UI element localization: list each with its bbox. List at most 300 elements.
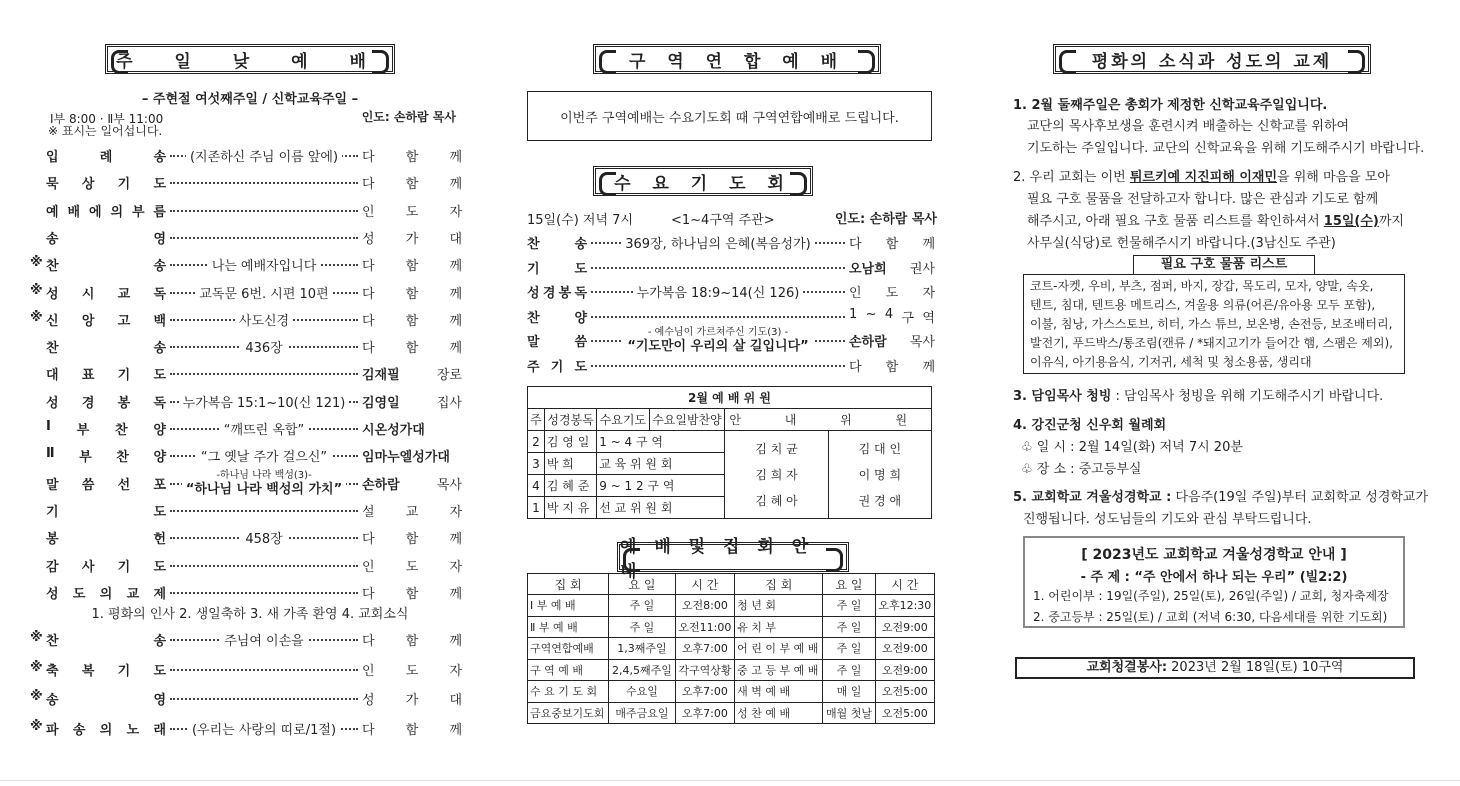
usher-name: 김 치 균 [755,441,798,456]
relief-line: 텐트, 침대, 텐트용 메트리스, 겨울용 의류(어른/유아용 모두 포함), [1030,298,1376,312]
order-content [170,255,358,274]
schedule-cell: 1,3째주일 [609,638,675,660]
order-person-part: 인 [362,204,375,220]
order-label-char: 례 [99,150,113,165]
order-person-part: 다 [362,586,375,602]
order-row [527,258,939,278]
order-person-part: 께 [449,634,462,649]
schedule-cell: 매 일 [823,681,875,703]
order-person-part: 함 [885,237,899,252]
order-row [527,282,939,302]
order-label-char: 찬 [46,259,59,275]
order-label-char: 교 [126,586,140,602]
news-item-2-line4: 사무실(식당)로 헌물해주시기 바랍니다.(3남신도 주관) [1027,236,1336,251]
order-person-part: 께 [449,286,462,302]
order-row [30,337,470,357]
order-row [30,689,470,709]
schedule-cell: 주 일 [823,659,875,681]
order-row [30,146,470,166]
schedule-cell: Ⅰ 부 예 배 [528,595,609,617]
stand-mark: ※ [30,689,43,704]
order-person [362,689,462,708]
order-row [30,283,470,303]
item3-head: 3. 담임목사 청빙 [1013,389,1112,404]
order-label [46,173,166,192]
wed-host: <1~4구역 주관> [671,213,775,228]
schedule-cell: 매주금요일 [609,702,675,724]
order-label [527,282,587,301]
order-person-part: 임마누엘성가대 [362,450,450,466]
order-person-part: 다 [362,286,375,302]
order-content [170,419,358,438]
clover-icon: ♧ [1021,440,1037,455]
order-label-char: 도 [72,586,86,602]
order-person [362,310,462,329]
order-person-part: 대 [449,231,462,247]
schedule-cell: 오전5:00 [875,702,934,724]
district-notice-text: 이번주 구역예배는 수요기도회 때 구역연합예배로 드립니다. [560,110,899,126]
order-label [46,583,166,602]
order-person [362,173,462,192]
order-label-char: 도 [153,559,166,575]
order-content [591,233,845,252]
order-person-part: ~ [865,306,877,322]
order-person-part: 권사 [909,261,935,277]
winter-school-children: 1. 어린이부 : 19일(주일), 25일(토), 26일(주일) / 교회, 청자축제장 [1033,589,1389,603]
order-label-char: 봉 [117,395,131,411]
order-label-char: 독 [153,286,166,302]
schedule-row [528,681,935,703]
order-person [849,258,935,277]
schedule-cell: 금요중보기도회 [528,702,609,724]
order-label-char: 씀 [574,335,587,350]
item2-deadline: 15일(수) [1323,214,1379,229]
order-person [362,556,462,575]
order-person-part: 도 [885,286,899,301]
order-label-char: 기 [550,359,564,375]
order-person-part: 께 [449,177,462,193]
order-person-part: 다 [362,177,375,193]
order-row [30,501,470,521]
item2-l3-c: 까지 [1378,214,1404,229]
duty-cell-n: 3 [528,453,545,475]
order-content-text: (지존하신 주님 이름 앞에) [186,150,342,165]
order-label-char: 름 [153,204,166,220]
schedule-row [528,659,935,681]
order-label-char: 송 [153,259,166,275]
duty-header: 성경봉독 [544,409,596,431]
relief-list-box [1023,274,1405,374]
order-content [170,283,358,302]
meeting-schedule-table [527,573,935,724]
order-label-char: 신 [46,313,59,329]
order-label-char: 송 [153,341,166,357]
order-label-char: 씀 [81,477,95,493]
order-label-char: 시 [81,286,95,302]
usher-name: 권 경 애 [858,493,902,508]
schedule-title [617,537,849,582]
cleaning-label: 교회청결봉사: [1086,660,1168,675]
dot-leader [591,258,845,269]
order-label-char: 의 [99,722,113,738]
stand-mark: ※ [30,659,43,675]
news-item-3 [1013,385,1383,404]
order-person [362,446,462,465]
order-label-char: 성 [46,395,59,411]
sunday-worship-title-text: 주 일 낮 예 배 [116,51,384,72]
schedule-header: 집 회 [528,574,609,595]
order-person-part: 인 [849,286,862,301]
order-label [30,659,166,679]
stand-mark: ※ [30,255,43,271]
news-item-5-line1 [1013,486,1428,505]
order-person-part: 1 [849,306,858,322]
schedule-header: 집 회 [735,574,823,595]
item2-highlight: 튀르키예 지진피해 이재민 [1129,170,1278,185]
order-person-part: 함 [405,259,419,275]
order-label-char: 입 [46,150,59,165]
schedule-cell: 수요일 [609,681,675,703]
news-item-2-line3 [1027,210,1404,229]
order-label-char: 독 [574,286,587,301]
worship-leader: 인도: 손하람 목사 [361,110,456,124]
order-person [849,282,935,301]
order-label-char: 송 [72,722,86,738]
schedule-row [528,638,935,660]
order-label-char: 찬 [46,341,59,357]
order-content [170,392,358,411]
order-label-char: 노 [126,722,140,738]
relief-list-lines [1030,277,1398,372]
order-label-char: 송 [46,231,59,247]
order-content-small: - 예수님이 가르쳐주신 기도(3) - [647,327,789,338]
order-person-part: 손하람 [849,335,887,350]
order-person [362,528,462,547]
order-row [30,173,470,193]
schedule-cell: 청 년 회 [735,595,823,617]
order-person-part: 목사 [436,477,462,493]
winter-school-theme: - 주 제 : “주 안에서 하나 되는 우리” (빌2:2) [1080,570,1348,585]
stand-mark: ※ [30,282,43,298]
order-label [46,201,166,220]
order-person-part: 역 [922,310,935,326]
order-label-char: 주 [527,359,540,375]
order-person-part: 김재필 [362,368,400,384]
order-label-char: 도 [574,359,587,375]
duty-cell-reader: 김 영 일 [544,431,596,453]
order-person-part: 손하람 [362,477,400,493]
order-person-part: 시온성가대 [362,423,425,438]
order-label [46,528,166,547]
order-person-part: 함 [405,722,419,738]
order-label-char: 성 [46,286,59,302]
schedule-cell: 수 요 기 도 회 [528,681,609,703]
schedule-cell: 오전8:00 [675,595,735,617]
order-label [46,556,166,575]
order-person-part: 다 [362,259,375,275]
order-row [30,310,470,330]
order-person [362,630,462,649]
dot-leader [170,501,358,512]
order-person-part: 다 [362,532,375,548]
order-content-text: “하나님 나라 백성의 가치” [182,482,346,497]
order-label [527,233,587,252]
order-person-part: 자 [449,204,462,220]
order-row [30,660,470,680]
order-person-part: 자 [449,663,462,679]
news-item-2-line2: 필요 구호 물품을 전달하고자 합니다. 많은 관심과 기도로 함께 [1027,192,1379,207]
item3-rest: : 담임목사 청빙을 위해 기도해주시기 바랍니다. [1111,389,1384,404]
order-label [527,356,587,375]
winter-school-youth: 2. 중고등부 : 25일(토) / 교회 (저녁 6:30, 다음세대를 위한 기도회) [1033,610,1388,624]
item5-rest: 다음주(19일 주일)부터 교회학교 성경학교가 [1171,490,1429,505]
district-worship-title-text: 구 역 연 합 예 배 [628,51,846,72]
news-item-2-line1 [1013,166,1390,185]
order-label-char: 포 [153,477,166,493]
order-person [362,283,462,302]
order-person-part: 가 [405,693,419,708]
dot-leader [170,660,358,671]
duty-cell-n: 4 [528,475,545,497]
order-label-char: 감 [46,559,59,575]
order-label-char: 양 [153,423,166,438]
news-title [1053,44,1371,74]
order-label-char: 배 [67,204,81,220]
schedule-cell: 오전9:00 [875,638,934,660]
order-person [362,419,462,438]
order-label [30,689,166,708]
news-item-5-line2: 진행됩니다. 성도님들의 기도와 관심 부탁드립니다. [1023,512,1312,527]
order-label [30,309,166,329]
winter-school-box [1023,536,1405,628]
district-worship-notice [527,91,932,141]
order-person-part: 가 [405,231,419,247]
schedule-cell: 오후7:00 [675,702,735,724]
order-label [46,474,166,493]
order-person [362,501,462,520]
stand-mark: ※ [30,309,43,325]
order-row [30,364,470,384]
order-person-part: 성 [362,693,375,708]
order-content-text: 교독문 6번. 시편 10편 [195,287,332,302]
schedule-cell: 오전5:00 [875,681,934,703]
order-content [170,310,358,329]
order-label-char: 에 [88,204,102,220]
order-label-char: 찬 [46,634,59,649]
order-person-part: 대 [449,693,462,708]
stand-mark: ※ [30,718,43,734]
duty-cell-n: 1 [528,497,545,519]
news-column [1005,0,1445,786]
order-person-part: 함 [405,177,419,193]
order-row [30,446,470,466]
order-row [30,201,470,221]
order-label-char: 표 [81,368,95,384]
worship-duty-table [527,386,932,519]
order-label-char: 말 [46,477,59,493]
order-content [170,146,358,165]
order-person-part: 께 [922,359,935,375]
schedule-cell: 각구역상황 [675,659,735,681]
order-person-part: 께 [449,259,462,275]
order-label-char: 부 [76,423,90,438]
relief-line: 발전기, 푸드박스/통조림(캔류 / *돼지고기가 들어간 햄, 스팸은 제외), [1030,336,1393,350]
order-label-char: 부 [79,450,92,466]
order-label-char: 기 [527,261,540,277]
order-content [170,337,358,356]
order-person [362,364,462,383]
order-label-char: 사 [81,559,95,575]
wednesday-prayer-title-text: 수 요 기 도 회 [614,173,792,194]
order-label [46,228,166,247]
schedule-header: 시 간 [675,574,735,595]
schedule-row [528,616,935,638]
order-label [46,392,166,411]
order-person-part: 함 [885,359,899,375]
order-person-part: 자 [449,504,462,520]
order-label-char: 고 [117,313,131,329]
schedule-cell: 오전9:00 [875,659,934,681]
order-person-part: 설 [362,504,375,520]
order-person-part: 함 [405,341,419,357]
order-label-char: 예 [46,204,59,220]
order-person [362,201,462,220]
order-label-char: 교 [117,286,131,302]
order-person-part: 께 [449,722,462,738]
order-person-part: 께 [449,586,462,602]
relief-list-title: 필요 구호 물품 리스트 [1133,255,1315,275]
order-content-text: “그 옛날 주가 걸으신” [197,450,331,465]
order-person-part: 김영일 [362,395,400,411]
order-label-char: 송 [153,634,166,649]
usher-name: 김 대 인 [858,441,902,456]
order-row [30,719,470,739]
order-content-text: 누가복음 18:9~14(신 126) [633,286,804,301]
item2-part-c: 을 위해 마음을 모아 [1277,170,1390,185]
district-worship-title [593,44,881,74]
order-label-char: 도 [153,368,166,384]
order-person-part: 다 [849,237,862,252]
order-content-text: “깨뜨린 옥합” [220,423,308,438]
item5-head: 5. 교회학교 겨울성경학교 : [1013,490,1172,505]
order-label-char: 래 [153,722,166,738]
order-person-part: 다 [362,313,375,329]
order-person-part: 함 [405,586,419,602]
duty-cell-wed: 1 ~ 4 구 역 [597,431,725,453]
order-label-char: 복 [81,663,95,679]
schedule-cell: Ⅱ 부 예 배 [528,616,609,638]
news-item-4-place [1021,458,1141,477]
duty-header: 수요일밤찬양 [649,409,725,431]
duty-header: 주 [528,409,545,431]
order-label-char: 백 [153,313,166,329]
cleaning-value: 2023년 2월 18일(토) 10구역 [1167,660,1344,675]
order-person-part: 도 [405,559,419,575]
duty-cell-reader: 김 혜 준 [544,475,596,497]
order-person-part: 께 [922,237,935,252]
standing-note: ※ 표시는 일어섭니다. [48,124,163,138]
order-label [30,282,166,302]
schedule-cell: 오전9:00 [875,616,934,638]
order-person-part: 다 [362,634,375,649]
order-row [30,528,470,548]
order-person-part: 함 [405,634,419,649]
wed-leader: 인도: 손하람 목사 [834,212,937,227]
order-label-char: 헌 [153,532,166,548]
order-label-char: 영 [153,231,166,247]
dot-leader [170,689,358,700]
order-person-part: 함 [405,286,419,302]
order-content [170,528,358,547]
order-label-char: 기 [117,663,131,679]
schedule-header: 요 일 [609,574,675,595]
order-person-part: 도 [405,204,419,220]
schedule-title-text: 예 배 및 집 회 안 내 [620,537,815,582]
schedule-cell: 주 일 [609,616,675,638]
schedule-cell: 오전11:00 [675,616,735,638]
usher-cell [828,431,931,519]
usher-name: 김 혜 아 [755,493,798,508]
order-person-part: 자 [922,286,935,301]
order-row [30,556,470,576]
order-label [46,146,166,165]
order-person-part: 다 [362,341,375,357]
order-label-char: 축 [46,663,59,679]
order-content-text: 436장 [241,341,286,356]
order-label-char: 제 [153,586,166,602]
item4-time-text: 일 시 : 2월 14일(화) 저녁 7시 20분 [1036,440,1243,455]
order-person [362,337,462,356]
winter-school-title: [ 2023년도 교회학교 겨울성경학교 안내 ] [1081,547,1347,563]
service-times: Ⅰ부 8:00 · Ⅱ부 11:00 [50,112,164,126]
order-row [527,356,939,376]
schedule-cell: 구 역 예 배 [528,659,609,681]
wed-date: 15일(수) 저녁 7시 [527,213,634,228]
order-person-part: 께 [449,150,462,165]
order-label [30,255,166,275]
order-content [170,446,358,465]
dot-leader [170,201,358,212]
order-row [30,419,470,439]
order-label-char: 찬 [527,310,540,326]
order-label-char: 도 [153,504,166,520]
schedule-cell: 2,4,5째주일 [609,659,675,681]
stand-mark: ※ [30,630,43,645]
order-label-char: 의 [99,586,113,602]
order-person [362,392,462,411]
order-person-part: 함 [405,532,419,548]
schedule-cell: 주 일 [823,616,875,638]
dot-leader [170,228,358,239]
dot-leader [591,307,845,318]
schedule-cell: 주 일 [609,595,675,617]
cleaning-duty [1015,657,1415,679]
order-label-char: 묵 [46,177,59,193]
item2-l3-a: 해주시고, 아래 필요 구호 물품 리스트를 확인하셔서 [1027,214,1324,229]
order-label-char: 상 [81,177,95,193]
duty-cell-n: 2 [528,431,545,453]
duty-cell-wed: 9 ~ 1 2 구 역 [597,475,725,497]
order-label-char: 송 [574,237,587,252]
sunday-worship-column [30,0,470,786]
order-label-char: 기 [117,368,131,384]
order-label [527,258,587,277]
order-label [527,331,587,350]
order-label-char: 말 [527,335,540,350]
order-content-text: 누가복음 15:1~10(신 121) [179,396,350,411]
news-item-4-head: 4. 강진군청 신우회 월례회 [1013,418,1167,433]
order-label-char: 도 [153,177,166,193]
